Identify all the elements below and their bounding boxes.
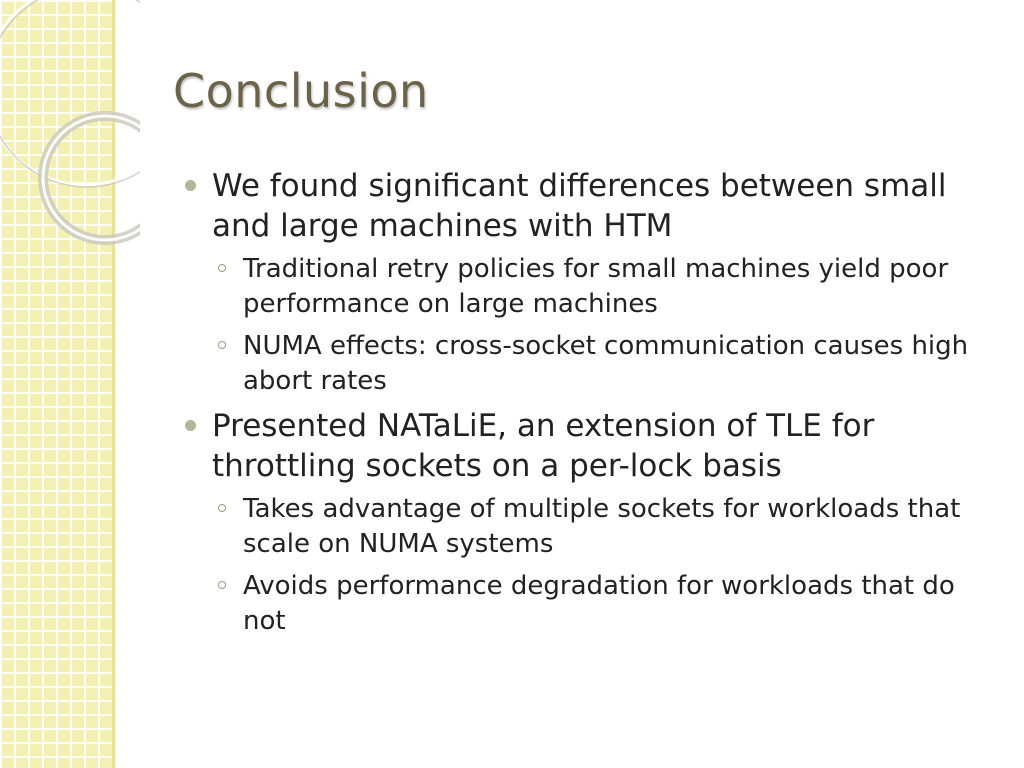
sub-bullet-text: Takes advantage of multiple sockets for workloads that scale on NUMA systems — [243, 494, 961, 559]
sub-bullet-item — [185, 492, 995, 562]
sub-bullet-ring-icon — [218, 341, 226, 349]
bullet-text: Presented NATaLiE, an extension of TLE for throttling sockets on a per-lock basis — [212, 408, 875, 484]
bullet-item — [185, 406, 995, 486]
sub-bullet-ring-icon — [218, 264, 226, 272]
sub-bullet-text: NUMA effects: cross-socket communication causes high abort rates — [243, 331, 969, 396]
bullet-group-1 — [185, 166, 995, 399]
bullet-dot-icon — [185, 420, 196, 431]
bullet-group-2 — [185, 406, 995, 639]
decorative-circle-large — [0, 0, 140, 185]
decorative-circles — [0, 0, 140, 260]
decorative-circle-large-shadow — [0, 0, 140, 187]
bullet-text: We found significant differences between small and large machines with HTM — [212, 168, 947, 244]
slide-title: Conclusion — [173, 64, 429, 118]
sub-bullet-item — [185, 329, 995, 399]
sub-bullet-text: Avoids performance degradation for workloads that do not — [243, 571, 955, 636]
sub-bullet-text: Traditional retry policies for small machines yield poor performance on large machines — [243, 254, 949, 319]
bullet-dot-icon — [185, 180, 196, 191]
bullet-list — [185, 166, 995, 646]
bullet-item — [185, 166, 995, 246]
sub-bullet-ring-icon — [218, 581, 226, 589]
sub-bullet-item — [185, 252, 995, 322]
sub-bullet-item — [185, 569, 995, 639]
sub-bullet-ring-icon — [218, 504, 226, 512]
